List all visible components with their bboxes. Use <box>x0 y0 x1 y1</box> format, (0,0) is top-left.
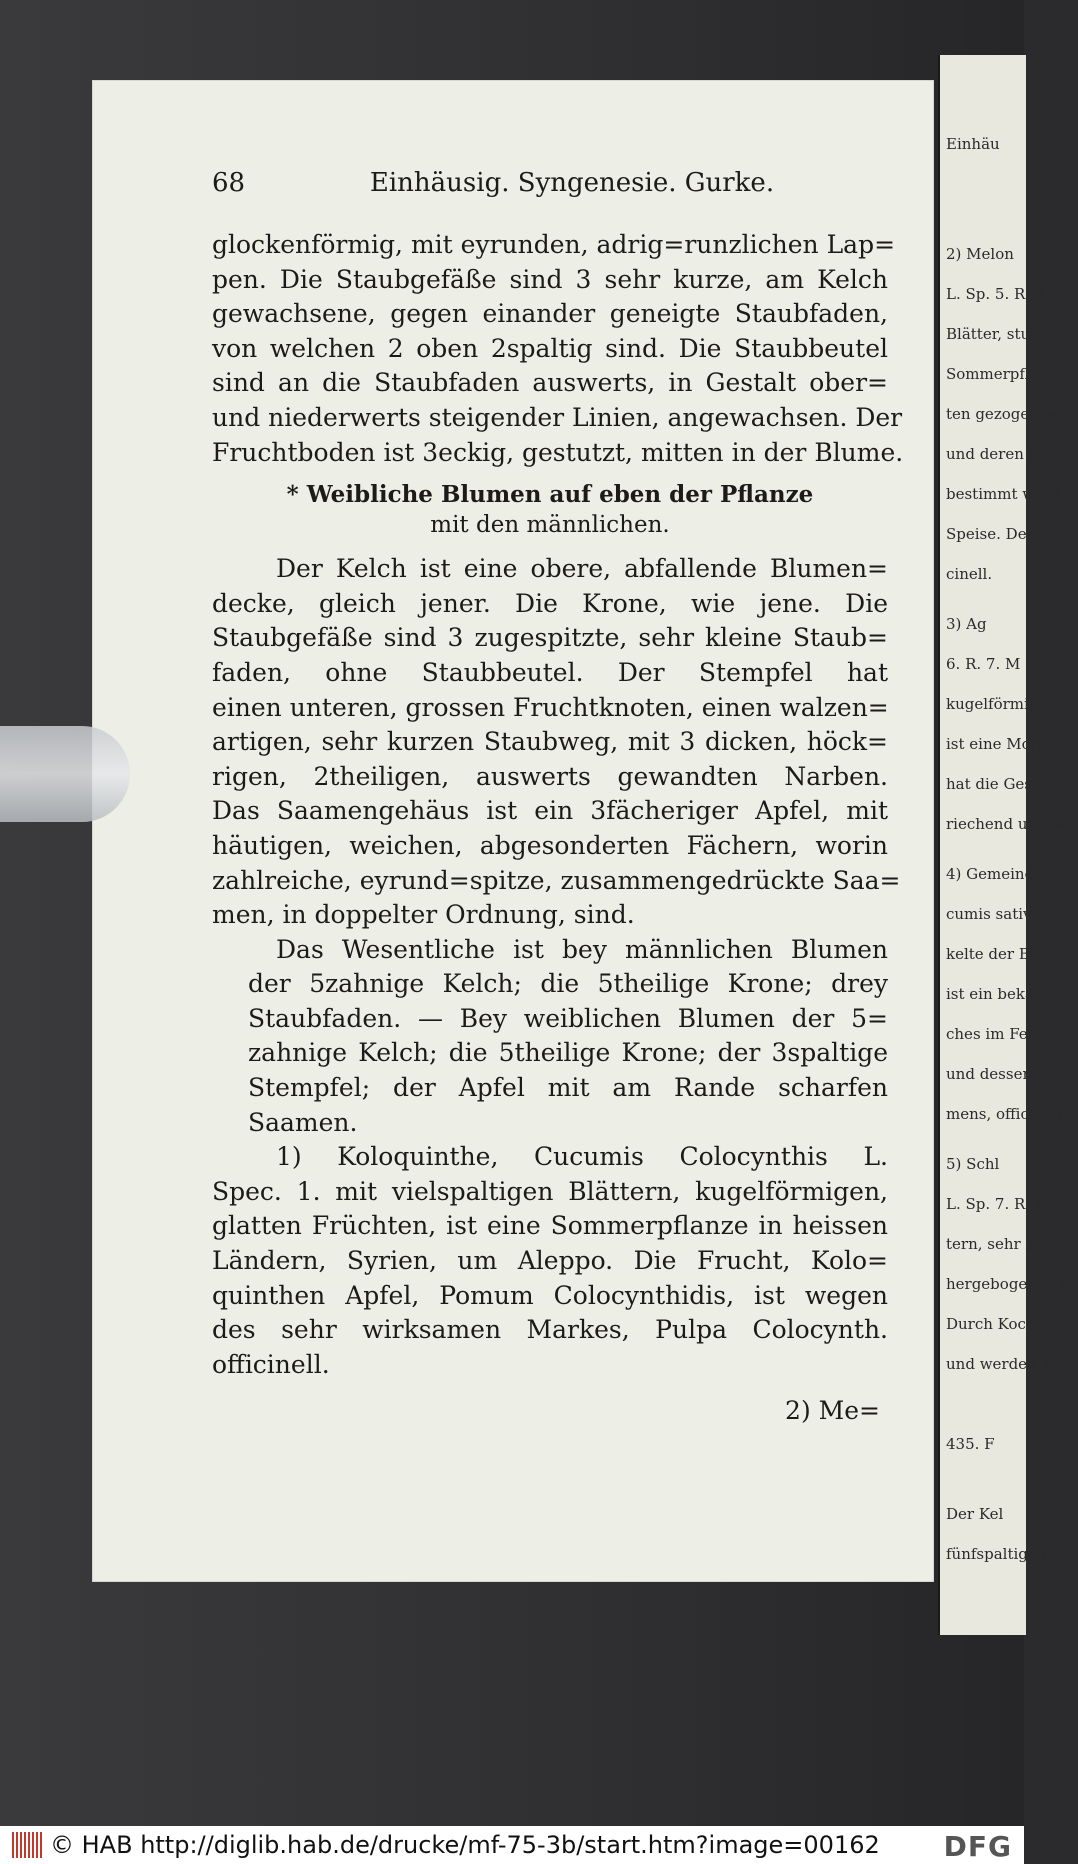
text-line: Fruchtboden ist 3eckig, gestutzt, mitten in der Blume. <box>212 437 904 467</box>
facing-page-fragment: kelte der Blät <box>946 945 1050 963</box>
facing-page-fragment: 6. R. 7. M <box>946 655 1021 673</box>
text-line: Das Wesentliche ist bey männlichen Blumen <box>276 934 888 964</box>
barcode-icon <box>12 1832 42 1858</box>
paragraph-3 <box>212 933 888 1141</box>
dfg-logo: DFG <box>943 1830 1012 1863</box>
facing-page-fragment: mens, officinell. <box>946 1105 1067 1123</box>
facing-page-fragment: und deren Be <box>946 445 1049 463</box>
text-line: von welchen 2 oben 2spaltig sind. Die Staubbeutel <box>212 333 888 363</box>
text-line: häutigen, weichen, abgesonderten Fächern, worin <box>212 830 888 860</box>
facing-page-fragment: cinell. <box>946 565 993 583</box>
facing-page-fragment: riechend und wir <box>946 815 1077 833</box>
text-line: Das Saamengehäus ist ein 3fächeriger Apfel, mit <box>212 796 888 826</box>
catchword: 2) Me= <box>785 1396 880 1426</box>
subheading-continued: mit den männlichen. <box>430 512 670 539</box>
paragraph-4 <box>212 1140 888 1382</box>
facing-page-fragment: 435. F <box>946 1435 995 1453</box>
text-line: Stempfel; der Apfel mit am Rande scharfen <box>248 1073 888 1103</box>
text-line: artigen, sehr kurzen Staubweg, mit 3 dicken, höck= <box>212 727 888 757</box>
text-line: zahnige Kelch; die 5theilige Krone; der 3spaltige <box>248 1038 888 1068</box>
text-line: einen unteren, grossen Fruchtknoten, einen walzen= <box>212 692 889 722</box>
text-line: glockenförmig, mit eyrunden, adrig=runzlichen Lap= <box>212 230 896 259</box>
text-line: officinell. <box>212 1349 330 1379</box>
text-line: decke, gleich jener. Die Krone, wie jene. Die <box>212 588 888 618</box>
text-line: und niederwerts steigender Linien, angewachsen. Der <box>212 402 903 432</box>
text-line: men, in doppelter Ordnung, sind. <box>212 900 635 930</box>
facing-page-fragment: 5) Schl <box>946 1155 1000 1173</box>
facing-page-fragment: kugelförmigen <box>946 695 1057 713</box>
facing-page-fragment: Sommerpflanze <box>946 365 1065 383</box>
paragraph-1 <box>212 228 904 470</box>
text-line: des sehr wirksamen Markes, Pulpa Colocynth. <box>212 1315 888 1345</box>
text-line: Spec. 1. mit vielspaltigen Blättern, kugelförmigen, <box>212 1176 888 1206</box>
text-line: Ländern, Syrien, um Aleppo. Die Frucht, Kolo= <box>212 1246 888 1276</box>
facing-page-fragment: und werden so <box>946 1355 1059 1373</box>
text-line: rigen, 2theiligen, auswerts gewandten Narben. <box>212 761 888 791</box>
facing-page-fragment: 4) Gemeine <box>946 865 1034 883</box>
facing-page-fragment: cumis sativus <box>946 905 1049 923</box>
text-line: gewachsene, gegen einander geneigte Staubfaden, <box>212 299 888 329</box>
text-line: 1) Koloquinthe, Cucumis Colocynthis L. <box>276 1142 888 1172</box>
page-number: 68 <box>212 168 246 198</box>
facing-page-fragment: L. Sp. 7. R. m <box>946 1195 1050 1213</box>
page-turn-tab[interactable] <box>0 726 130 822</box>
footer-bar <box>0 1826 1024 1864</box>
facing-page-fragment: fünfspaltige G <box>946 1545 1054 1563</box>
text-line: pen. Die Staubgefäße sind 3 sehr kurze, am Kelch <box>212 264 888 294</box>
text-line: sind an die Staubfaden auswerts, in Gestalt ober= <box>212 368 888 398</box>
facing-page-fragment: 3) Ag <box>946 615 987 633</box>
subheading: * Weibliche Blumen auf eben der Pflanze <box>286 481 814 509</box>
facing-page-fragment: und dessen Saa <box>946 1065 1066 1083</box>
text-line: Saamen. <box>248 1107 358 1137</box>
copyright-url[interactable]: © HAB http://diglib.hab.de/drucke/mf-75-3b/start.htm?image=00162 <box>50 1831 880 1859</box>
facing-page-fragment: L. Sp. 5. R. 6. <box>946 285 1050 303</box>
facing-page-fragment: hergebogenen Fr <box>946 1275 1078 1293</box>
paragraph-2 <box>212 552 901 933</box>
facing-page-fragment: Der Kel <box>946 1505 1004 1523</box>
facing-page-fragment: ist ein bekannt <box>946 985 1060 1003</box>
facing-page-fragment: Blätter, stum <box>946 325 1045 343</box>
running-head: Einhäusig. Syngenesie. Gurke. <box>369 168 775 198</box>
facing-page-fragment: Durch Kochen <box>946 1315 1055 1333</box>
text-line: quinthen Apfel, Pomum Colocynthidis, ist wegen <box>212 1280 888 1310</box>
facing-page-fragment: tern, sehr lang <box>946 1235 1059 1253</box>
facing-page-fragment: hat die Gestalt <box>946 775 1058 793</box>
facing-page-fragment: bestimmt werd <box>946 485 1061 503</box>
page-text <box>212 168 904 1426</box>
text-line: glatten Früchten, ist eine Sommerpflanze in heissen <box>212 1211 888 1241</box>
page-header <box>212 168 888 212</box>
text-line: Staubgefäße sind 3 zugespitzte, sehr kleine Staub= <box>212 623 888 653</box>
text-line: Staubfaden. — Bey weiblichen Blumen der 5= <box>248 1003 888 1033</box>
facing-page-fragment: Einhäu <box>946 135 1000 153</box>
text-line: der 5zahnige Kelch; die 5theilige Krone; drey <box>248 969 888 999</box>
facing-page-fragment: ist eine Morgen <box>946 735 1066 753</box>
facing-page-fragment: 2) Melon <box>946 245 1014 263</box>
text-line: faden, ohne Staubbeutel. Der Stempfel hat <box>212 657 888 687</box>
facing-page-fragment: ten gezogen wir <box>946 405 1069 423</box>
facing-page-edge <box>938 55 1078 1635</box>
text-line: zahlreiche, eyrund=spitze, zusammengedrückte Saa= <box>212 865 901 895</box>
facing-page-fragment: Speise. Der <box>946 525 1034 543</box>
facing-page-fragment: ches im Feldes <box>946 1025 1059 1043</box>
text-line: Der Kelch ist eine obere, abfallende Blumen= <box>276 554 888 584</box>
